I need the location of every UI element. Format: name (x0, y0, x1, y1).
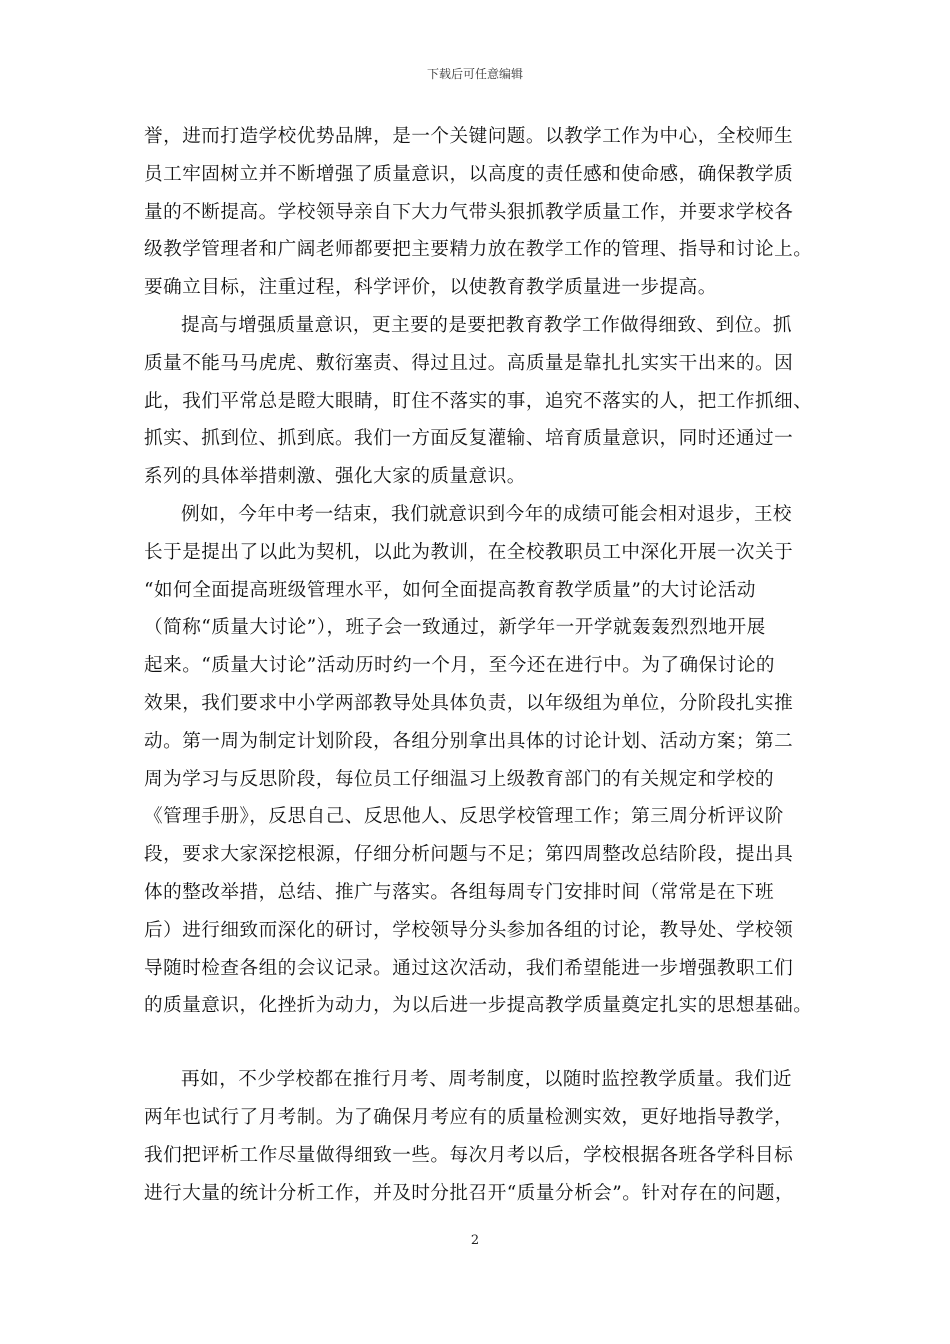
text-line: 效果，我们要求中小学两部教导处具体负责，以年级组为单位，分阶段扎实推 (144, 692, 794, 714)
text-line: 的质量意识，化挫折为动力，为以后进一步提高教学质量奠定扎实的思想基础。 (144, 995, 813, 1017)
text-line: 再如，不少学校都在推行月考、周考制度，以随时监控教学质量。我们近 (181, 1069, 793, 1091)
paragraph-gap (144, 1025, 824, 1061)
text-line: 量的不断提高。学校领导亲自下大力气带头狠抓教学质量工作，并要求学校各 (144, 201, 794, 223)
text-line: 两年也试行了月考制。为了确保月考应有的质量检测实效，更好地指导教学， (144, 1106, 794, 1128)
text-line: 起来。“质量大讨论”活动历时约一个月，至今还在进行中。为了确保讨论的 (144, 655, 776, 677)
text-line: 长于是提出了以此为契机，以此为教训，在全校教职员工中深化开展一次关于 (144, 541, 794, 563)
text-line: 后）进行细致而深化的研讨，学校领导分头参加各组的讨论，教导处、学校领 (144, 919, 794, 941)
paragraph-1 (144, 118, 824, 307)
text-line: 抓实、抓到位、抓到底。我们一方面反复灌输、培育质量意识，同时还通过一 (144, 428, 794, 450)
text-line: 质量不能马马虎虎、敷衍塞责、得过且过。高质量是靠扎扎实实干出来的。因 (144, 352, 794, 374)
text-line: 级教学管理者和广阔老师都要把主要精力放在教学工作的管理、指导和讨论上。 (144, 239, 813, 261)
page-number: 2 (470, 1233, 480, 1248)
text-line: “如何全面提高班级管理水平，如何全面提高教育教学质量”的大讨论活动 (144, 579, 756, 601)
text-line: 提高与增强质量意识，更主要的是要把教育教学工作做得细致、到位。抓 (181, 314, 793, 336)
text-line: 我们把评析工作尽量做得细致一些。每次月考以后，学校根据各班各学科目标 (144, 1144, 794, 1166)
text-line: 例如，今年中考一结束，我们就意识到今年的成绩可能会相对退步，王校 (181, 503, 793, 525)
text-line: 要确立目标，注重过程，科学评价，以使教育教学质量进一步提高。 (144, 277, 717, 299)
text-line: 导随时检查各组的会议记录。通过这次活动，我们希望能进一步增强教职工们 (144, 957, 794, 979)
paragraph-2 (144, 307, 824, 496)
text-line: 段，要求大家深挖根源，仔细分析问题与不足；第四周整改总结阶段，提出具 (144, 844, 794, 866)
text-line: 进行大量的统计分析工作，并及时分批召开“质量分析会”。针对存在的问题， (144, 1182, 795, 1204)
text-line: 员工牢固树立并不断增强了质量意识，以高度的责任感和使命感，确保教学质 (144, 163, 794, 185)
text-line: 体的整改举措，总结、推广与落实。各组每周专门安排时间（常常是在下班 (144, 881, 775, 903)
text-line: 系列的具体举措刺激、强化大家的质量意识。 (144, 466, 526, 488)
text-line: 誉，进而打造学校优势品牌，是一个关键问题。以教学工作为中心，全校师生 (144, 126, 794, 147)
text-line: 动。第一周为制定计划阶段，各组分别拿出具体的讨论计划、活动方案；第二 (144, 730, 794, 752)
document-body (144, 118, 824, 1212)
text-line: （简称“质量大讨论”），班子会一致通过，新学年一开学就轰轰烈烈地开展 (144, 617, 766, 639)
text-line: 此，我们平常总是瞪大眼睛，盯住不落实的事，追究不落实的人，把工作抓细、 (144, 390, 813, 412)
paragraph-4 (144, 1061, 824, 1212)
page-header: 下载后可任意编辑 (426, 67, 523, 81)
text-line: 周为学习与反思阶段，每位员工仔细温习上级教育部门的有关规定和学校的 (144, 768, 775, 790)
paragraph-3 (144, 496, 824, 1025)
text-line: 《管理手册》，反思自己、反思他人、反思学校管理工作；第三周分析评议阶 (144, 806, 784, 828)
